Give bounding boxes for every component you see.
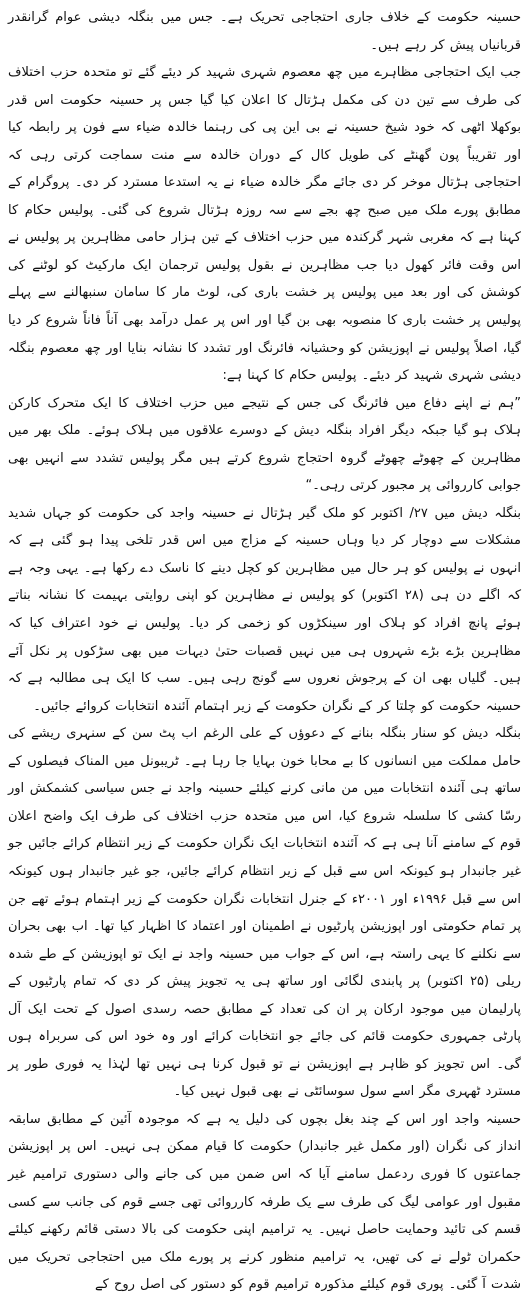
article-paragraph-1: حسینہ حکومت کے خلاف جاری احتجاجی تحریک ہے۔ جس میں بنگلہ دیشی عوام گرانقدر قربانیاں پیش کر رہے ہیں۔ bbox=[8, 10, 521, 53]
article-paragraph-2: جب ایک احتجاجی مظاہرے میں چھ معصوم شہری شہید کر دیئے گئے تو متحدہ حزب اختلاف کی طرف سے تین دن کی مکمل ہڑتال کا اعلان کیا گیا جس پر حسینہ حکومت اس قدر بوکھلا اٹھی کہ خود شیخ حسینہ نے بی این پی کی رہنما خالدہ ضیاء سے فون پر رابطہ کیا اور تقریباً پون گھنٹے کی طویل کال کے دوران خالدہ سے منت سماجت کرتی رہی کہ احتجاجی ہڑتال موخر کر دی جائے مگر خالدہ ضیاء نے یہ استدعا مسترد کر دی۔ پروگرام کے مطابق پورے ملک میں صبح چھ بجے سے سہ روزہ ہڑتال شروع کی گئی۔ پولیس حکام کا کہنا ہے کہ مغربی شہر گرکندہ میں حزب اختلاف کے تین ہزار حامی مظاہرین پر پولیس نے اس وقت فائر کھول دیا جب مظاہرین نے بقول پولیس ترجمان ایک مارکیٹ کو لوٹنے کی کوشش کی اور بعد میں پولیس پر خشت باری کی، لوٹ مار کا سامان سنبھالنے سے پہلے پولیس پر خشت باری کا منصوبہ بھی بن گیا اور اس پر عمل درآمد بھی آناً فاناً شروع کر دیا گیا، اصلاً پولیس نے اپوزیشن کو وحشیانہ فائرنگ اور تشدد کا نشانہ بنایا اور چھ معصوم بنگلہ دیشی شہری شہید کر دیئے۔ پولیس حکام کا کہنا ہے: bbox=[8, 65, 521, 384]
article-quote-paragraph: ”ہم نے اپنے دفاع میں فائرنگ کی جس کے نتیجے میں حزب اختلاف کا ایک متحرک کارکن ہلاک ہو گیا جبکہ دیگر افراد بنگلہ دیش کے دوسرے علاقوں میں ہلاک ہوئے۔ ملک بھر میں مظاہرین کے چھوٹے چھوٹے گروہ احتجاج شروع کرتے ہیں مگر پولیس تشدد سے انہیں بھی جوابی کارروائی پر مجبور کرتی رہی۔“ bbox=[8, 395, 521, 494]
article-paragraph-6: حسینہ واجد اور اس کے چند بغل بچوں کی دلیل یہ ہے کہ موجودہ آئین کے مطابق سابقہ انداز کی نگران (اور مکمل غیر جانبدار) حکومت کا قیام ممکن ہی نہیں۔ اس پر اپوزیشن جماعتوں کا فوری ردعمل سامنے آیا کہ اس ضمن میں کی جانے والی دستوری ترامیم غیر مقبول اور عوامی لیگ کی طرف سے یک طرفہ کارروائی تھی جسے قوم کی جانب سے کسی قسم کی تائید وحمایت حاصل نہیں۔ یہ ترامیم اپنی حکومت کی بالا دستی قائم رکھنے کیلئے حکمران ٹولے نے کی تھیں، یہ ترامیم منظور کرنے پر پورے ملک میں احتجاجی تحریک میں شدت آ گئی۔ پوری قوم کیلئے مذکورہ ترامیم قوم کو دستور کی اصل روح کے bbox=[8, 1111, 521, 1293]
article-paragraph-5: بنگلہ دیش کو سنار بنگلہ بنانے کے دعوؤں کے علی الرغم اب پٹ سن کے سنہری ریشے کی حامل مملکت میں انسانوں کا بے محابا خون بہایا جا رہا ہے۔ ٹریبونل میں المناک فیصلوں کے ساتھ ہی آئندہ انتخابات میں من مانی کرنے کیلئے حسینہ واجد نے جس سیاسی کشمکش اور رسّا کشی کا سلسلہ شروع کیا، اس میں متحدہ حزب اختلاف کی طرف ایک واضح اعلان قوم کے سامنے آنا ہی ہے کہ آئندہ انتخابات ایک نگران حکومت کے زیر انتظام کرائے جائیں جو غیر جانبدار ہو کیونکہ اس سے قبل کے زیر انتظام کرائے جائیں، جو غیر جانبدار ہوں کیونکہ اس سے قبل ۱۹۹۶ء اور ۲۰۰۱ء کے جنرل انتخابات نگران حکومت کے زیر اہتمام ہوئے تھے جن پر تمام حکومتی اور اپوزیشن پارٹیوں نے اطمینان اور اعتماد کا اظہار کیا تھا۔ اب بھی بحران سے نکلنے کا یہی راستہ ہے، اس کے جواب میں حسینہ واجد نے ایک تو اپوزیشن کے طے شدہ ریلی (۲۵ اکتوبر) پر پابندی لگائی اور ساتھ ہی یہ تجویز پیش کر دی کہ تمام پارٹیوں کے پارلیمان میں موجود ارکان پر ان کی تعداد کے مطابق حصہ رسدی اصول کے تحت ایک آل پارٹی جمہوری حکومت قائم کی جائے جو انتخابات کرائے اور وہ خود اس کی سربراہ ہوں گی۔ اس تجویز کو ظاہر ہے اپوزیشن نے تو قبول کرنا ہی نہیں تھا لہٰذا یہ فوری طور پر مسترد ٹھہری مگر اسے سول سوسائٹی نے بھی قبول نہیں کیا۔ bbox=[8, 726, 521, 1100]
article-paragraph-4: بنگلہ دیش میں ۲۷/ اکتوبر کو ملک گیر ہڑتال نے حسینہ واجد کی حکومت کو جہاں شدید مشکلات سے دوچار کر دیا وہاں حسینہ کے مزاج میں اس قدر تلخی پیدا ہو گئی ہے کہ انہوں نے پولیس کو ہر حال میں مظاہرین کو کچل دینے کا ناسک دے رکھا ہے۔ یہی وجہ ہے کہ اگلے دن ہی (۲۸ اکتوبر) کو پولیس نے مظاہرین کو اپنی روایتی بہیمت کا نشانہ بناتے ہوئے پانچ افراد کو ہلاک اور سینکڑوں کو زخمی کر دیا۔ پولیس نے خود اعتراف کیا کہ مظاہرین بڑے بڑے شہروں ہی میں نہیں قصبات حتیٰ دیہات میں بھی سڑکوں پر نکل آئے ہیں۔ گلیاں بھی ان کے پرجوش نعروں سے گونج رہی ہیں۔ سب کا ایک ہی مطالبہ ہے کہ حسینہ حکومت کو چلتا کر کے نگران حکومت کے زیر اہتمام آئندہ انتخابات کروائے جائیں۔ bbox=[8, 505, 522, 714]
